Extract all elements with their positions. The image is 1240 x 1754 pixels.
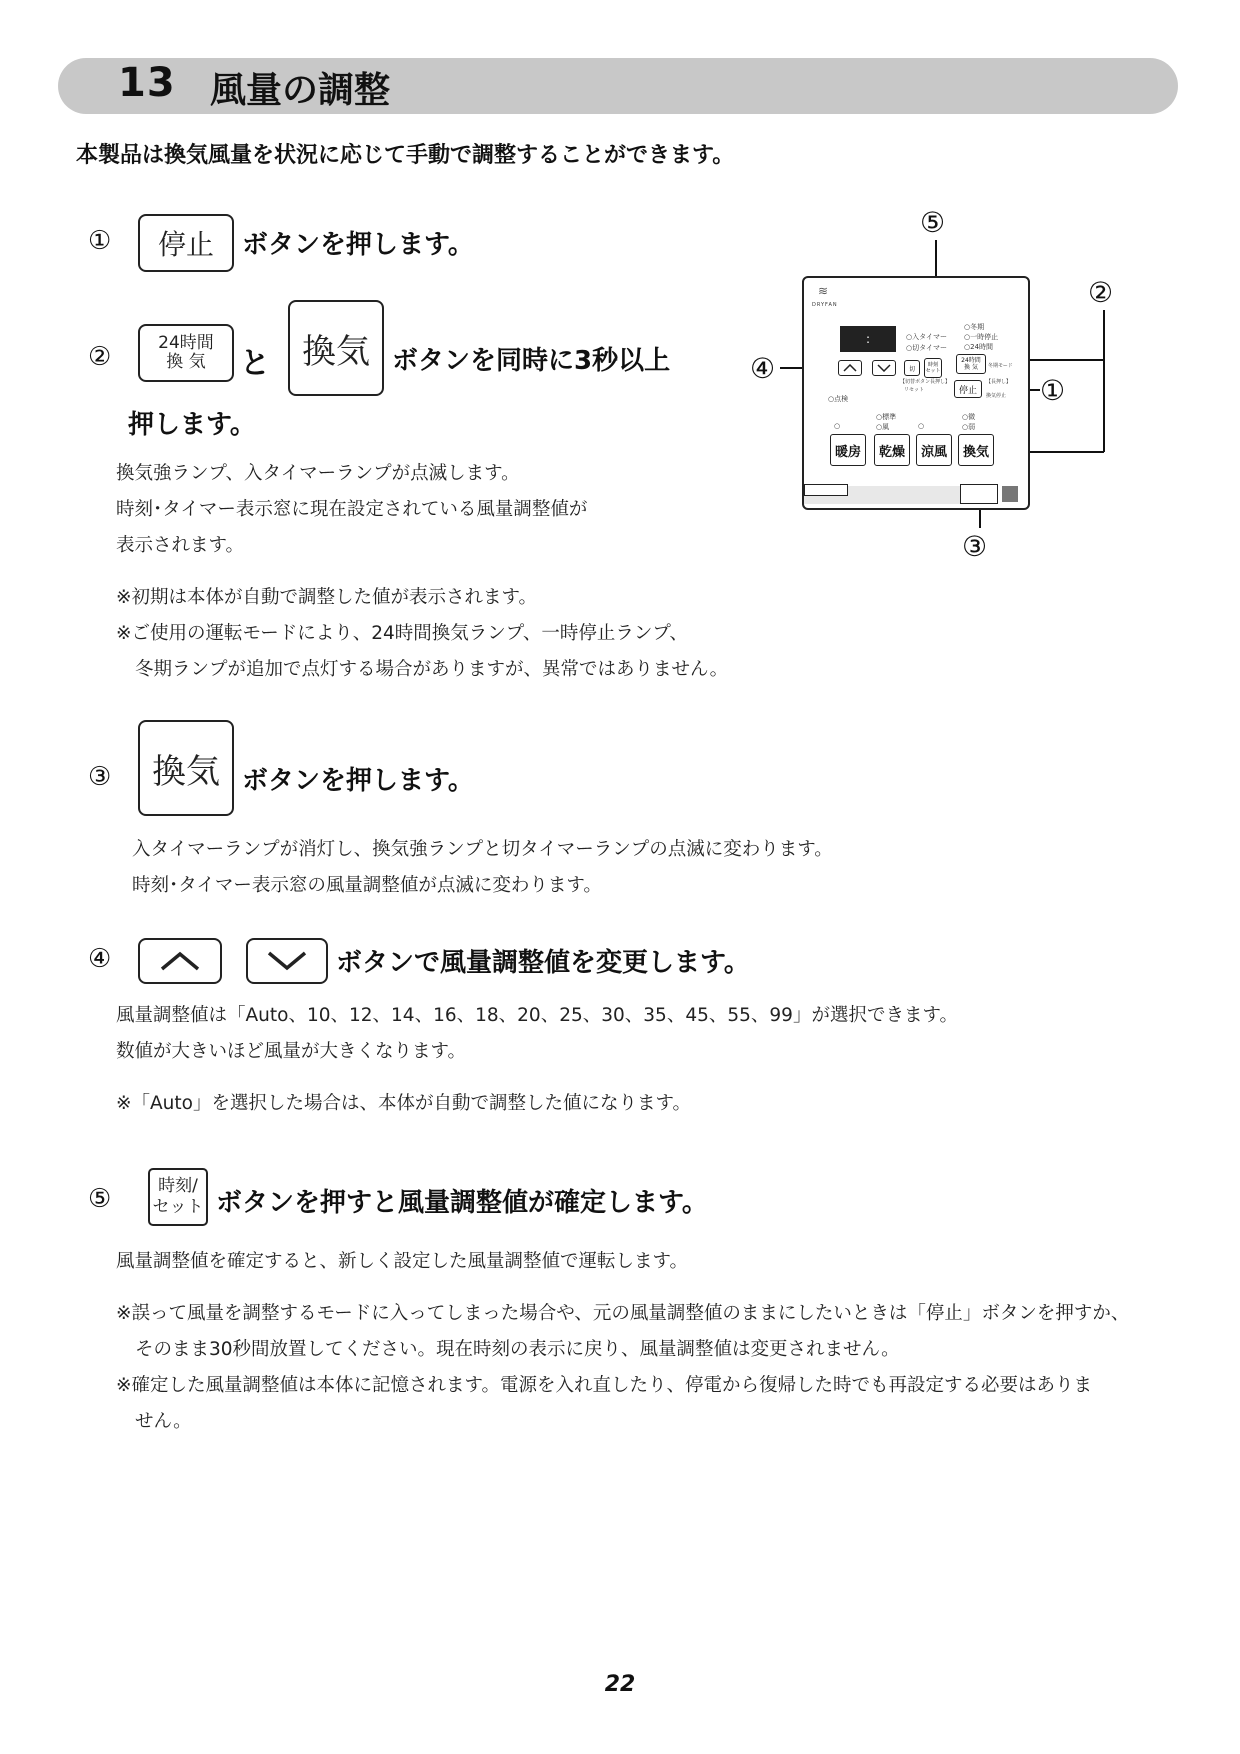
step5-notes: ※誤って風量を調整するモードに入ってしまった場合や、元の風量調整値のままにしたいときは「停止」ボタンを押すか、 そのまま30秒間放置してください。現在時刻の表示に戻り、風量調整値は変更されません。 ※確定した風量調整値は本体に記憶されます。電源を入れ直したり、停電から復帰した時でも再設定する必要はありま せん。 [116,1303,1130,1432]
step5-text: ボタンを押すと風量調整値が確定します。 [216,1188,708,1218]
panel-winter-mode: 冬期モード [988,363,1013,369]
section-title: 風量の調整 [210,70,391,111]
panel-sensor-icon [1002,486,1018,502]
lamp-on-timer: ○入タイマー [906,333,947,341]
lamp-check: ○点検 [828,395,849,403]
panel-off-button[interactable]: 切 [904,360,920,376]
stop-key-illustration: 停止 [138,214,234,272]
callout-5: ⑤ [920,206,946,239]
lamp-standard: ○標準 [876,413,897,421]
lamp-24h: ○24時間 [964,343,994,351]
step4-body: 風量調整値は「Auto、10、12、14、16、18、20、25、30、35、45、55、99」が選択できます。 数値が大きいほど風量が大きくなります。 [116,1005,958,1062]
brand-name: DRYFAN [812,302,838,308]
24h-vent-key-illustration: 24時間 換 気 [138,324,234,382]
step5-body: 風量調整値を確定すると、新しく設定した風量調整値で運転します。 [116,1251,689,1272]
panel-24h-vent-button[interactable]: 24時間 換 気 [956,354,986,374]
lamp-weak: ○微 [962,413,976,421]
lamp-heat: ○ [834,422,841,430]
lamp-pause: ○一時停止 [964,333,999,341]
time-display: : [840,326,896,352]
lamp-strong: ○弱 [962,423,976,431]
step4-notes: ※「Auto」を選択した場合は、本体が自動で調整した値になります。 [116,1093,691,1114]
panel-dry-button[interactable]: 乾燥 [874,434,910,466]
vent-key-illustration: 換気 [288,300,384,396]
lamp-cool: ○ [918,422,925,430]
vent-key-illustration-2: 換気 [138,720,234,816]
panel-down-button[interactable] [872,360,896,376]
step4-text: ボタンで風量調整値を変更します。 [336,948,750,978]
panel-long-press: 【長押し】 [986,379,1012,385]
panel-tab [804,484,848,496]
callout-1: ① [1040,374,1066,407]
panel-up-button[interactable] [838,360,862,376]
step3-text: ボタンを押します。 [242,766,474,796]
panel-stop-button[interactable]: 停止 [954,380,982,398]
panel-stop-all: 換気停止 [986,393,1007,399]
lamp-wind: ○風 [876,423,890,431]
callout-4: ④ [750,352,776,385]
step2-marker: ② [88,342,112,372]
callout-3: ③ [962,530,988,563]
panel-vent-button[interactable]: 換気 [958,434,994,466]
lamp-off-timer: ○切タイマー [906,344,947,352]
step2-body: 換気強ランプ、入タイマーランプが点滅します。 時刻･タイマー表示窓に現在設定されている風量調整値が 表示されます。 [116,463,588,556]
step2-join: と [240,346,270,381]
step2-text-line1: ボタンを同時に3秒以上 [392,346,671,376]
step1-marker: ① [88,226,112,256]
page-number: 22 [604,1672,636,1697]
lamp-winter: ○冬期 [964,323,985,331]
brand-logo-icon: ≋ [818,284,829,298]
panel-cool-button[interactable]: 涼風 [916,434,952,466]
panel-slot [960,484,998,504]
callout-2: ② [1088,276,1114,309]
panel-heat-button[interactable]: 暖房 [830,434,866,466]
intro-text: 本製品は換気風量を状況に応じて手動で調整することができます。 [76,143,735,168]
step1-text: ボタンを押します。 [242,230,474,260]
step2-text-line2: 押します。 [128,410,256,440]
panel-note-hold: 【切替ボタン長押し】 [900,379,951,385]
panel-clock-set-button[interactable]: 時刻 セット [924,358,942,378]
step4-marker: ④ [88,944,112,974]
step3-body: 入タイマーランプが消灯し、換気強ランプと切タイマーランプの点滅に変わります。 時刻･タイマー表示窓の風量調整値が点滅に変わります。 [132,839,833,896]
panel-note-reset: リセット [904,387,924,393]
step3-marker: ③ [88,762,112,792]
step2-notes: ※初期は本体が自動で調整した値が表示されます。 ※ご使用の運転モードにより、24時間換気ランプ、一時停止ランプ、 冬期ランプが追加で点灯する場合がありますが、異常ではありません。 [116,587,729,680]
step5-marker: ⑤ [88,1184,112,1214]
clock-set-key-illustration: 時刻/ セット [148,1168,208,1226]
section-number: 13 [118,60,176,106]
